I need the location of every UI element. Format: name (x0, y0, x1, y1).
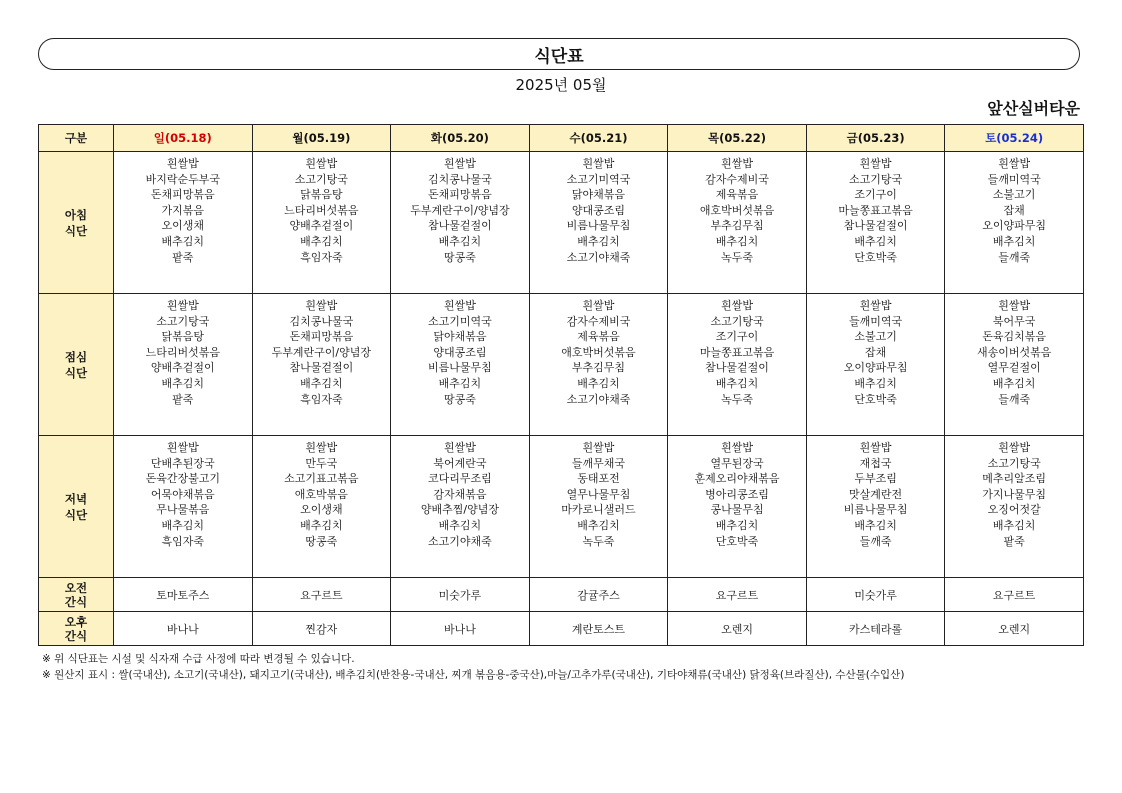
menu-item: 메추리알조림 (982, 472, 1047, 486)
note-change-notice: ※ 위 식단표는 시설 및 식자재 수급 사정에 따라 변경될 수 있습니다. (42, 653, 355, 665)
menu-item: 오이생채 (300, 503, 343, 517)
dinner-sun-cell (114, 436, 253, 578)
breakfast-fri-cell (806, 152, 945, 294)
menu-item: 바지락순두부국 (145, 172, 220, 186)
menu-item: 맛살계란전 (849, 487, 903, 501)
menu-item: 비름나물무침 (428, 361, 492, 375)
breakfast-mon-cell (252, 152, 391, 294)
menu-item: 흰쌀밥 (305, 441, 338, 454)
menu-item: 잡채 (1003, 203, 1025, 217)
menu-item: 들깨죽 (859, 534, 892, 548)
day-header-thu: 목(05.22) (668, 125, 807, 152)
day-header-tue: 화(05.20) (391, 125, 530, 152)
menu-item: 배추김치 (715, 518, 759, 532)
breakfast-label (39, 152, 114, 294)
menu-item: 배추김치 (300, 376, 343, 390)
facility-name: 앞산실버타운 (987, 99, 1080, 118)
menu-item: 양배추겉절이 (289, 219, 354, 233)
menu-item: 닭볶음탕 (161, 330, 205, 344)
menu-item: 감자수제비국 (566, 314, 631, 328)
menu-item: 열무나물무침 (566, 487, 631, 501)
menu-item: 돈채피망볶음 (150, 188, 215, 202)
menu-item: 조기구이 (854, 188, 897, 202)
menu-item: 애호박버섯볶음 (699, 203, 775, 217)
menu-item: 소고기탕국 (156, 314, 210, 328)
menu-item: 소불고기 (854, 330, 897, 344)
menu-item: 땅콩죽 (443, 392, 476, 406)
menu-item: 오징어젓갈 (987, 503, 1041, 517)
menu-item: 흰쌀밥 (166, 441, 199, 454)
menu-item: 흰쌀밥 (859, 157, 892, 170)
row-label-line: 오전 (64, 580, 88, 595)
menu-item: 돈육간장불고기 (145, 472, 220, 486)
menu-item: 콩나물무침 (710, 503, 764, 517)
menu-item: 배추김치 (438, 518, 482, 532)
day-header-row (39, 125, 1084, 152)
lunch-fri-cell (806, 294, 945, 436)
menu-item: 흰쌀밥 (582, 441, 615, 454)
day-header-wed: 수(05.21) (529, 125, 668, 152)
row-label-line: 저녁 (64, 491, 88, 506)
menu-item: 소고기야채죽 (566, 392, 631, 406)
menu-item: 애호박버섯볶음 (561, 345, 636, 359)
breakfast-sun-cell (114, 152, 253, 294)
menu-item: 팥죽 (172, 250, 194, 264)
menu-item: 느타리버섯볶음 (284, 203, 359, 217)
menu-item: 북어무국 (992, 314, 1036, 328)
afternoon-snack-wed-cell: 계란토스트 (529, 612, 668, 646)
menu-item: 녹두죽 (582, 534, 615, 548)
morning-snack-fri-cell: 미숫가루 (806, 578, 945, 612)
menu-item: 가지볶음 (161, 203, 205, 217)
menu-item: 북어계란국 (433, 456, 487, 470)
dinner-mon-cell (252, 436, 391, 578)
menu-item: 흰쌀밥 (166, 157, 199, 170)
menu-item: 소고기탕국 (987, 456, 1041, 470)
menu-item: 땅콩죽 (443, 250, 476, 264)
menu-item: 단배추된장국 (150, 456, 215, 470)
afternoon-snack-thu-cell: 오렌지 (668, 612, 807, 646)
menu-item: 열무된장국 (710, 456, 764, 470)
menu-item: 부추김무침 (571, 361, 626, 375)
menu-item: 들깨죽 (998, 392, 1031, 406)
menu-item: 오이양파무침 (843, 361, 908, 375)
menu-item: 비름나물무침 (843, 503, 908, 517)
day-header-mon: 월(05.19) (252, 125, 391, 152)
morning-snack-tue-cell: 미숫가루 (391, 578, 530, 612)
menu-item: 단호박죽 (715, 534, 759, 548)
breakfast-thu-cell (668, 152, 807, 294)
menu-item: 단호박죽 (854, 392, 897, 406)
menu-item: 배추김치 (854, 234, 897, 248)
menu-item: 흰쌀밥 (998, 157, 1031, 170)
afternoon-snack-fri-cell: 카스테라롤 (806, 612, 945, 646)
menu-item: 배추김치 (715, 376, 759, 390)
menu-item: 재첩국 (859, 456, 892, 470)
notes (42, 651, 904, 683)
menu-item: 흰쌀밥 (859, 441, 892, 454)
breakfast-tue-cell (391, 152, 530, 294)
page-title: 식단표 (534, 46, 584, 67)
dinner-thu-cell (668, 436, 807, 578)
menu-item: 배추김치 (577, 234, 620, 248)
menu-item: 팥죽 (172, 392, 194, 406)
menu-item: 소고기미역국 (566, 172, 631, 186)
morning-snack-wed-cell: 감귤주스 (529, 578, 668, 612)
menu-item: 양배추겉절이 (150, 361, 215, 375)
afternoon-snack-row (39, 612, 1084, 646)
menu-item: 녹두죽 (721, 250, 753, 264)
menu-item: 느타리버섯볶음 (145, 345, 220, 359)
dinner-tue-cell (391, 436, 530, 578)
lunch-tue-cell (391, 294, 530, 436)
menu-item: 녹두죽 (721, 392, 753, 406)
menu-item: 참나물겉절이 (843, 219, 908, 233)
menu-item: 배추김치 (715, 234, 759, 248)
dinner-fri-cell (806, 436, 945, 578)
menu-item: 만두국 (305, 456, 338, 470)
menu-item: 돈채피망볶음 (428, 188, 492, 202)
menu-item: 양대콩조림 (571, 203, 626, 217)
row-label-line: 식단 (64, 507, 88, 522)
row-label-line: 간식 (64, 594, 88, 609)
day-header-fri: 금(05.23) (806, 125, 945, 152)
menu-item: 흰쌀밥 (443, 299, 476, 312)
day-header-sun: 일(05.18) (114, 125, 253, 152)
menu-item: 흰쌀밥 (859, 299, 892, 312)
menu-item: 들깨미역국 (849, 314, 903, 328)
menu-item: 배추김치 (577, 518, 620, 532)
menu-item: 소고기표고볶음 (284, 472, 359, 486)
menu-item: 배추김치 (300, 234, 343, 248)
row-label-line: 식단 (64, 365, 88, 380)
row-label-line: 점심 (64, 349, 88, 364)
menu-item: 흰쌀밥 (443, 441, 476, 454)
morning-snack-label (39, 578, 114, 612)
dinner-label (39, 436, 114, 578)
menu-item: 마늘쫑표고볶음 (699, 345, 775, 359)
menu-item: 배추김치 (300, 518, 343, 532)
period-label: 2025년 05월 (515, 76, 607, 94)
menu-item: 동태포전 (577, 472, 620, 486)
menu-item: 배추김치 (161, 376, 205, 390)
menu-item: 무나물볶음 (156, 503, 210, 517)
menu-item: 참나물겉절이 (705, 361, 769, 375)
menu-item: 닭야채볶음 (571, 188, 626, 202)
menu-item: 배추김치 (992, 376, 1036, 390)
menu-item: 흰쌀밥 (582, 157, 615, 170)
menu-item: 마카로니샐러드 (561, 503, 636, 517)
menu-item: 두부계란구이/양념장 (271, 345, 372, 359)
menu-item: 새송이버섯볶음 (976, 345, 1052, 359)
lunch-sun-cell (114, 294, 253, 436)
menu-item: 김치콩나물국 (428, 172, 492, 186)
menu-item: 들깨미역국 (987, 172, 1041, 186)
row-label-line: 아침 (64, 207, 88, 222)
menu-item: 오이양파무침 (982, 219, 1047, 233)
menu-item: 양배추찜/양념장 (420, 503, 499, 517)
menu-item: 들깨무채국 (571, 456, 626, 470)
lunch-thu-cell (668, 294, 807, 436)
menu-item: 비름나물무침 (566, 219, 631, 233)
row-label-line: 오후 (64, 614, 88, 629)
menu-item: 배추김치 (161, 518, 205, 532)
menu-item: 소고기탕국 (710, 314, 764, 328)
menu-item: 제육볶음 (577, 330, 620, 344)
menu-item: 마늘쫑표고볶음 (838, 203, 913, 217)
lunch-row (39, 294, 1084, 436)
afternoon-snack-mon-cell: 찐감자 (252, 612, 391, 646)
morning-snack-row (39, 578, 1084, 612)
menu-item: 소고기탕국 (294, 172, 348, 186)
lunch-label (39, 294, 114, 436)
menu-item: 배추김치 (992, 234, 1036, 248)
afternoon-snack-sat-cell: 오렌지 (945, 612, 1084, 646)
menu-item: 들깨죽 (998, 250, 1031, 264)
menu-item: 돈채피망볶음 (289, 330, 354, 344)
menu-item: 오이생채 (161, 219, 205, 233)
dinner-sat-cell (945, 436, 1084, 578)
row-label-line: 식단 (64, 223, 88, 238)
lunch-wed-cell (529, 294, 668, 436)
menu-item: 흰쌀밥 (582, 299, 615, 312)
afternoon-snack-tue-cell: 바나나 (391, 612, 530, 646)
menu-item: 흰쌀밥 (998, 299, 1031, 312)
menu-item: 배추김치 (438, 234, 482, 248)
menu-item: 배추김치 (438, 376, 482, 390)
lunch-sat-cell (945, 294, 1084, 436)
menu-item: 참나물겉절이 (289, 361, 354, 375)
menu-item: 참나물겉절이 (428, 219, 492, 233)
menu-item: 잡채 (864, 345, 887, 359)
menu-item: 소고기탕국 (849, 172, 903, 186)
menu-item: 땅콩죽 (305, 534, 338, 548)
menu-item: 애호박볶음 (294, 487, 348, 501)
menu-item: 돈육김치볶음 (982, 330, 1047, 344)
meal-plan-table (38, 124, 1084, 646)
day-header-sat: 토(05.24) (945, 125, 1084, 152)
menu-item: 흰쌀밥 (305, 299, 338, 312)
menu-item: 제육볶음 (715, 188, 759, 202)
menu-item: 배추김치 (854, 376, 897, 390)
breakfast-row (39, 152, 1084, 294)
morning-snack-mon-cell: 요구르트 (252, 578, 391, 612)
menu-item: 두부계란구이/양념장 (410, 203, 510, 217)
menu-item: 흰쌀밥 (721, 157, 753, 170)
menu-item: 흰쌀밥 (305, 157, 338, 170)
menu-item: 감자채볶음 (433, 487, 487, 501)
menu-item: 배추김치 (161, 234, 205, 248)
menu-item: 흰쌀밥 (166, 299, 199, 312)
menu-item: 조기구이 (715, 330, 759, 344)
menu-item: 어묵야채볶음 (150, 487, 215, 501)
menu-item: 단호박죽 (854, 250, 897, 264)
menu-item: 부추김무침 (710, 219, 764, 233)
menu-item: 흰쌀밥 (721, 441, 753, 454)
menu-item: 양대콩조림 (433, 345, 487, 359)
morning-snack-thu-cell: 요구르트 (668, 578, 807, 612)
menu-item: 감자수제비국 (705, 172, 769, 186)
menu-item: 팥죽 (1003, 534, 1025, 548)
note-origin-info: ※ 원산지 표시 : 쌀(국내산), 소고기(국내산), 돼지고기(국내산), 배추김치(반찬용-국내산, 찌개 볶음용-중국산),마늘/고추가루(국내산), 기타야채류(국내산) 닭정육(브라질산), 수산물(수입산) (42, 669, 905, 681)
menu-item: 배추김치 (577, 376, 620, 390)
menu-item: 가지나물무침 (982, 487, 1047, 501)
menu-item: 닭야채볶음 (433, 330, 487, 344)
menu-item: 병아리콩조림 (705, 487, 769, 501)
corner-header: 구분 (39, 125, 114, 152)
menu-item: 흑임자죽 (161, 534, 205, 548)
menu-item: 소고기야채죽 (428, 534, 492, 548)
menu-item: 두부조림 (854, 472, 897, 486)
menu-item: 흰쌀밥 (443, 157, 476, 170)
menu-item: 흑임자죽 (300, 250, 343, 264)
breakfast-sat-cell (945, 152, 1084, 294)
menu-item: 흑임자죽 (300, 392, 343, 406)
menu-item: 흰쌀밥 (998, 441, 1031, 454)
menu-item: 닭볶음탕 (300, 188, 343, 202)
lunch-mon-cell (252, 294, 391, 436)
menu-item: 코다리무조림 (428, 472, 492, 486)
morning-snack-sun-cell: 토마토주스 (114, 578, 253, 612)
morning-snack-sat-cell: 요구르트 (945, 578, 1084, 612)
menu-item: 소고기야채죽 (566, 250, 631, 264)
menu-item: 훈제오리야채볶음 (694, 472, 780, 486)
menu-item: 소불고기 (992, 188, 1036, 202)
menu-item: 열무겉절이 (987, 361, 1041, 375)
afternoon-snack-sun-cell: 바나나 (114, 612, 253, 646)
menu-item: 배추김치 (854, 518, 897, 532)
breakfast-wed-cell (529, 152, 668, 294)
menu-item: 소고기미역국 (428, 314, 492, 328)
afternoon-snack-label (39, 612, 114, 646)
dinner-row (39, 436, 1084, 578)
row-label-line: 간식 (64, 628, 88, 643)
dinner-wed-cell (529, 436, 668, 578)
menu-item: 배추김치 (992, 518, 1036, 532)
menu-item: 김치콩나물국 (289, 314, 354, 328)
title-box (38, 38, 1080, 70)
menu-item: 흰쌀밥 (721, 299, 753, 312)
